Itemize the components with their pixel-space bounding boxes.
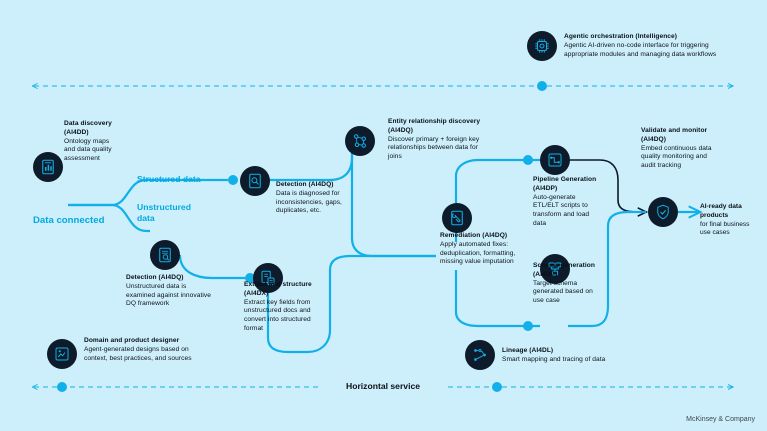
- label-desc: Extract key fields from unstructured docs and convert into structured format: [244, 298, 311, 332]
- node-entity-relationship-discovery[interactable]: [345, 126, 375, 156]
- label-pipeline-generation: [533, 176, 603, 229]
- label-lineage: [502, 347, 612, 365]
- shield-check-icon: [654, 203, 672, 221]
- label-desc: Data is diagnosed for inconsistencies, gaps, duplicates, etc.: [276, 189, 342, 215]
- label-title: Detection (AI4DQ): [126, 274, 184, 281]
- chart-doc-icon: [39, 158, 57, 176]
- label-validate-and-monitor: [641, 127, 721, 171]
- node-pipeline-generation[interactable]: [540, 145, 570, 175]
- blueprint-icon: [53, 345, 71, 363]
- label-desc: Target schema generated based on use case: [533, 279, 593, 305]
- node-agentic-orchestration[interactable]: [527, 31, 557, 61]
- label-desc: Agent-generated designs based on context, best practices, and sources: [84, 345, 192, 362]
- label-entity-relationship-discovery: [388, 118, 484, 162]
- node-domain-and-product-designer[interactable]: [47, 339, 77, 369]
- wrench-doc-icon: [448, 209, 466, 227]
- label-desc: Discover primary + foreign key relationships between data for joins: [388, 135, 480, 161]
- label-title: Pipeline Generation (AI4DP): [533, 176, 597, 192]
- output-title: AI-ready data products: [700, 203, 742, 219]
- label-title: Remediation (AI4DQ): [440, 232, 508, 239]
- label-domain-and-product-designer: [84, 337, 198, 363]
- node-validate-and-monitor[interactable]: [648, 197, 678, 227]
- chip-gear-icon: [533, 37, 551, 55]
- label-title: Schema generation (AI4DP): [533, 262, 595, 278]
- dot-schema-generation: [523, 321, 533, 331]
- label-horizontal-service: Horizontal service: [318, 381, 448, 391]
- label-desc: Agentic AI-driven no-code interface for triggering appropriate modules and managing data workflows: [564, 41, 717, 58]
- label-title: Data discovery (AI4DD): [64, 120, 112, 136]
- node-remediation[interactable]: [442, 203, 472, 233]
- label-detection-structured: [276, 181, 350, 216]
- dot-detection-structured: [228, 175, 238, 185]
- dot-pipeline-generation: [523, 155, 533, 165]
- label-title: Lineage (AI4DL): [502, 347, 554, 354]
- label-title: Entity relationship discovery (AI4DQ): [388, 118, 481, 134]
- label-title: Validate and monitor (AI4DQ): [641, 127, 708, 143]
- label-desc: Ontology maps and data quality assessment: [64, 137, 112, 163]
- label-desc: Auto-generate ETL/ELT scripts to transform and load data: [533, 193, 590, 227]
- axis-dot-domain-designer: [57, 382, 67, 392]
- output-desc: for final business use cases: [700, 220, 750, 237]
- label-schema-generation: [533, 262, 605, 306]
- pipeline-icon: [546, 151, 564, 169]
- source-attribution: McKinsey & Company: [686, 416, 755, 423]
- label-data-connected: Data connected: [33, 215, 105, 226]
- label-title: Extract and structure (AI4DX): [244, 281, 312, 297]
- magnifier-doc-icon: [246, 172, 264, 190]
- label-title: Agentic orchestration (Intelligence): [564, 33, 678, 40]
- label-desc: Smart mapping and tracing of data: [502, 355, 606, 363]
- label-desc: Embed continuous data quality monitoring and audit tracking: [641, 144, 712, 170]
- label-unstructured-data: [137, 202, 199, 223]
- label-desc: Unstructured data is examined against innovative DQ framework: [126, 282, 211, 308]
- node-data-discovery[interactable]: [33, 152, 63, 182]
- label-structured-data: Structured data: [137, 174, 201, 184]
- label-ai-ready-data-products: [700, 203, 758, 238]
- axis-dot-lineage: [492, 382, 502, 392]
- label-title: Detection (AI4DQ): [276, 181, 334, 188]
- label-detection-unstructured: [126, 274, 214, 309]
- label-agentic-orchestration: [564, 33, 718, 59]
- label-data-discovery: [64, 120, 120, 164]
- network-nodes-icon: [351, 132, 369, 150]
- lineage-icon: [471, 346, 489, 364]
- label-text: Unstructured data: [137, 202, 191, 223]
- label-remediation: [440, 232, 518, 267]
- node-lineage[interactable]: [465, 340, 495, 370]
- label-extract-and-structure: [244, 281, 322, 334]
- node-detection-structured[interactable]: [240, 166, 270, 196]
- doc-search-icon: [156, 246, 174, 264]
- node-detection-unstructured[interactable]: [150, 240, 180, 270]
- axis-dot-agentic: [537, 81, 547, 91]
- label-title: Domain and product designer: [84, 337, 180, 344]
- label-desc: Apply automated fixes: deduplication, formatting, missing value imputation: [440, 240, 516, 266]
